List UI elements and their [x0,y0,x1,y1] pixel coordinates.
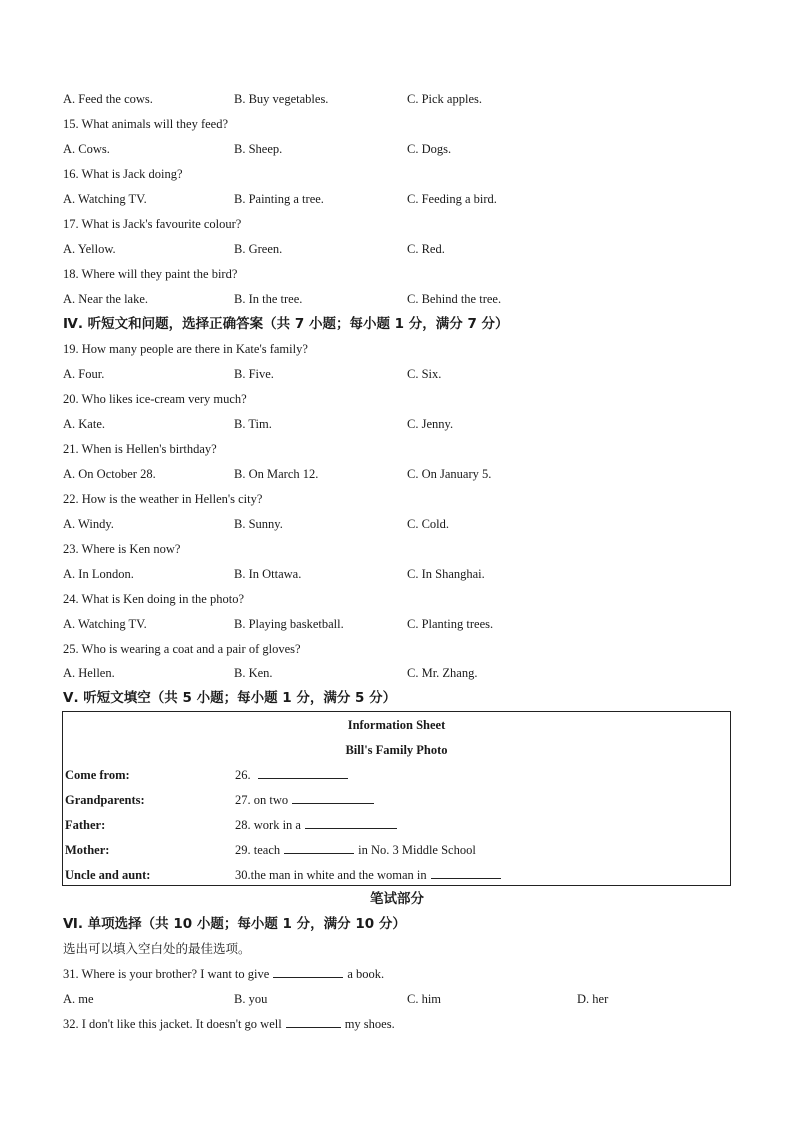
row-value-30 [235,866,505,884]
q19-option-a: A. Four. [63,367,105,381]
q31-stem-prefix: 31. Where is your brother? I want to give [63,967,270,981]
q20-stem: 20. Who likes ice-cream very much? [63,392,247,406]
q24-stem: 24. What is Ken doing in the photo? [63,592,244,606]
q16-option-a: A. Watching TV. [63,192,147,206]
q18-stem: 18. Where will they paint the bird? [63,267,238,281]
row-label-father: Father: [65,818,106,832]
answer-blank-26[interactable] [258,766,348,779]
q19-option-b: B. Five. [234,367,274,381]
q15-stem: 15. What animals will they feed? [63,117,228,131]
q14-option-c: C. Pick apples. [407,92,482,106]
q24-option-a: A. Watching TV. [63,617,147,631]
q22-option-a: A. Windy. [63,517,114,531]
q19-stem: 19. How many people are there in Kate's family? [63,342,308,356]
q16-stem: 16. What is Jack doing? [63,167,183,181]
section-5-heading: Ⅴ. 听短文填空（共 5 小题；每小题 1 分，满分 5 分） [63,690,397,706]
row-value-29 [235,841,476,859]
q25-option-c: C. Mr. Zhang. [407,666,478,680]
q17-stem: 17. What is Jack's favourite colour? [63,217,242,231]
q32-stem [63,1015,395,1033]
q17-option-a: A. Yellow. [63,242,116,256]
q21-option-a: A. On October 28. [63,467,156,481]
row-28-prefix: 28. work in a [235,818,301,832]
written-part-heading: 笔试部分 [370,891,424,907]
answer-blank-30[interactable] [431,866,501,879]
q14-option-b: B. Buy vegetables. [234,92,329,106]
q20-option-b: B. Tim. [234,417,272,431]
q18-option-a: A. Near the lake. [63,292,149,306]
row-30-prefix: 30.the man in white and the woman in [235,868,427,882]
q15-option-a: A. Cows. [63,142,110,156]
q20-option-a: A. Kate. [63,417,105,431]
q23-option-c: C. In Shanghai. [407,567,485,581]
answer-blank-28[interactable] [305,816,397,829]
q18-option-c: C. Behind the tree. [407,292,502,306]
row-label-come-from: Come from: [65,768,130,782]
q23-option-a: A. In London. [63,567,134,581]
row-label-uncle-aunt: Uncle and aunt: [65,868,151,882]
section-6-heading: Ⅵ. 单项选择（共 10 小题；每小题 1 分，满分 10 分） [63,916,406,932]
information-sheet-table [62,711,731,886]
row-label-mother: Mother: [65,843,110,857]
section-6-instruction: 选出可以填入空白处的最佳选项。 [63,941,251,956]
q32-stem-suffix: my shoes. [344,1017,395,1031]
q31-option-a: A. me [63,992,94,1006]
q23-stem: 23. Where is Ken now? [63,542,181,556]
q16-option-c: C. Feeding a bird. [407,192,497,206]
q32-stem-prefix: 32. I don't like this jacket. It doesn't go well [63,1017,282,1031]
q31-option-b: B. you [234,992,268,1006]
q21-option-b: B. On March 12. [234,467,319,481]
row-value-27 [235,791,378,809]
q18-option-b: B. In the tree. [234,292,303,306]
q25-stem: 25. Who is wearing a coat and a pair of gloves? [63,642,301,656]
row-label-grandparents: Grandparents: [65,793,145,807]
q31-stem-suffix: a book. [347,967,385,981]
row-value-28 [235,816,401,834]
q22-stem: 22. How is the weather in Hellen's city? [63,492,263,506]
row-29-prefix: 29. teach [235,843,281,857]
q22-option-b: B. Sunny. [234,517,283,531]
q31-option-c: C. him [407,992,442,1006]
q15-option-c: C. Dogs. [407,142,452,156]
row-27-prefix: 27. on two [235,793,289,807]
q31-stem [63,965,384,983]
q21-option-c: C. On January 5. [407,467,492,481]
q23-option-b: B. In Ottawa. [234,567,302,581]
row-29-suffix: in No. 3 Middle School [358,843,476,857]
q24-option-c: C. Planting trees. [407,617,494,631]
q17-option-b: B. Green. [234,242,283,256]
q31-option-d: D. her [577,992,609,1006]
section-4-heading: Ⅳ. 听短文和问题，选择正确答案（共 7 小题；每小题 1 分，满分 7 分） [63,316,509,332]
q31-answer-blank[interactable] [273,965,343,978]
q19-option-c: C. Six. [407,367,442,381]
q20-option-c: C. Jenny. [407,417,454,431]
q16-option-b: B. Painting a tree. [234,192,324,206]
q14-option-a: A. Feed the cows. [63,92,153,106]
q21-stem: 21. When is Hellen's birthday? [63,442,217,456]
q22-option-c: C. Cold. [407,517,450,531]
q17-option-c: C. Red. [407,242,445,256]
q25-option-b: B. Ken. [234,666,273,680]
q25-option-a: A. Hellen. [63,666,115,680]
answer-blank-29[interactable] [284,841,354,854]
info-sheet-subtitle: Bill's Family Photo [345,743,448,757]
q15-option-b: B. Sheep. [234,142,283,156]
q24-option-b: B. Playing basketball. [234,617,344,631]
row-26-prefix: 26. [235,768,254,782]
row-value-26 [235,766,352,784]
answer-blank-27[interactable] [292,791,374,804]
q32-answer-blank[interactable] [286,1015,341,1028]
info-sheet-title: Information Sheet [347,718,446,732]
